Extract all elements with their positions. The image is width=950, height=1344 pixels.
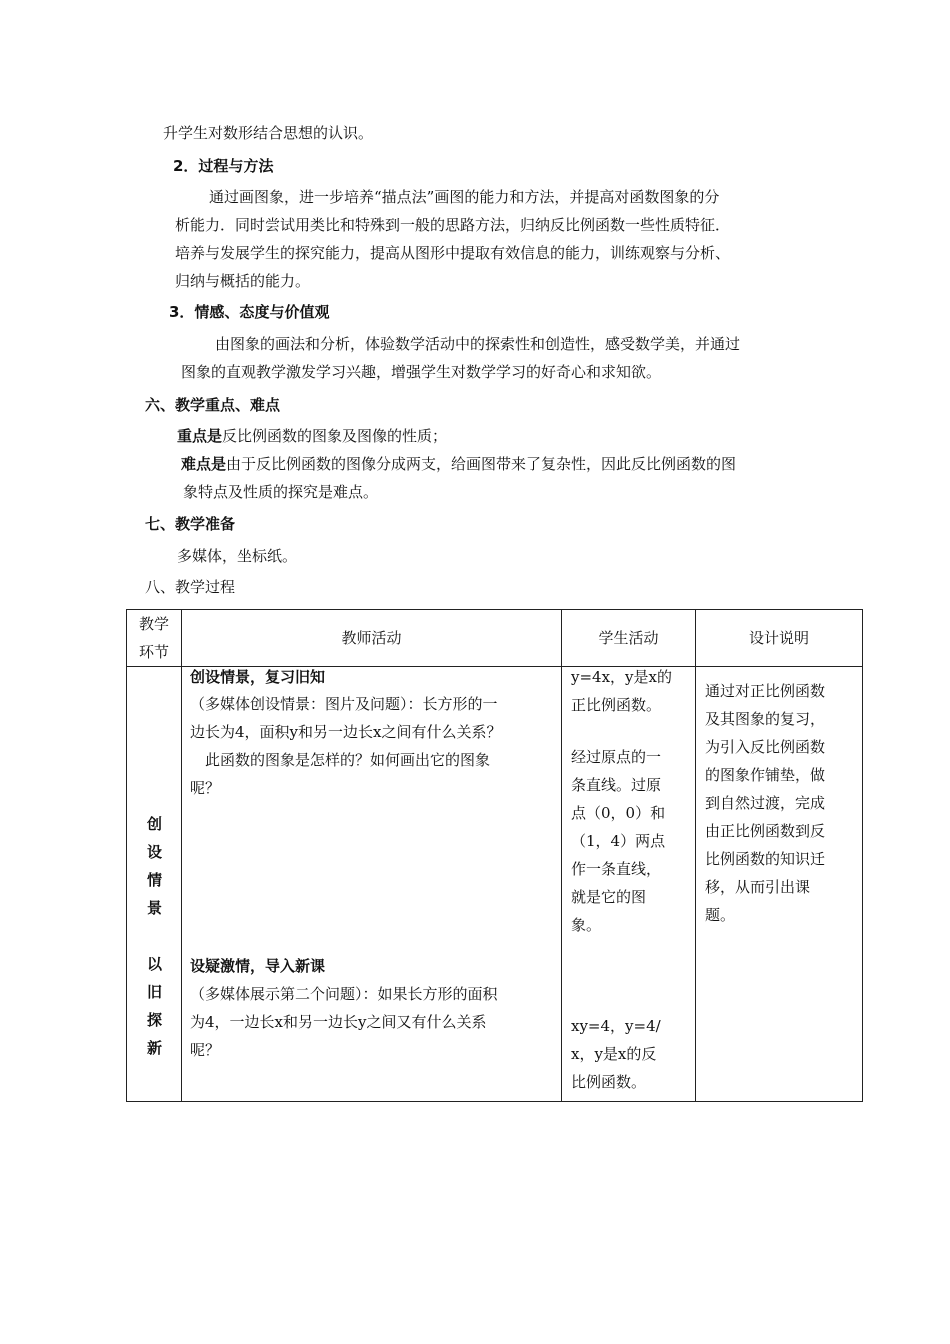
paragraph-line: 由图象的画法和分析，体验数学活动中的探索性和创造性，感受数学美，并通过: [215, 335, 741, 353]
stage-cell: 创 设 情 景 以 旧 探 新: [127, 667, 182, 1102]
difficulty-text: 由于反比例函数的图像分成两支，给画图带来了复杂性，因此反比例函数的图: [226, 455, 737, 473]
table-row: [127, 667, 863, 1102]
paragraph-line: 析能力．同时尝试用类比和特殊到一般的思路方法，归纳反比例函数一些性质特征．: [175, 216, 731, 234]
intro-line: 升学生对数形结合思想的认识。: [163, 124, 374, 142]
paragraph-line: 培养与发展学生的探究能力，提高从图形中提取有效信息的能力，训练观察与分析、: [175, 244, 731, 262]
table-header-row: [127, 610, 863, 667]
design-notes-cell: 通过对正比例函数 及其图象的复习， 为引入反比例函数 的图象作铺垫，做 到自然过渡，完成 由正比例函数到反 比例函数的知识迁 移，从而引出课 题。: [696, 667, 863, 1102]
student-activity-cell: y=4x，y是x的 正比例函数。 经过原点的一 条直线。过原 点（0，0）和 （1，4）两点 作一条直线， 就是它的图 象。 xy=4，y=4/ x，y是x的反 比例函数。: [562, 667, 696, 1102]
paragraph-line: 通过画图象，进一步培养“描点法”画图的能力和方法，并提高对函数图象的分: [209, 188, 720, 206]
difficulty-line-2: 象特点及性质的探究是难点。: [183, 483, 379, 501]
header-teacher: 教师活动: [182, 610, 562, 667]
header-design: 设计说明: [696, 610, 863, 667]
teacher-title-2: 设疑激情，导入新课: [190, 957, 326, 975]
key-point-label: 重点是: [177, 427, 223, 445]
section-heading-6: 六、教学重点、难点: [145, 396, 281, 414]
difficulty-line: [181, 454, 736, 474]
header-student: 学生活动: [562, 610, 696, 667]
paragraph-line: 图象的直观教学激发学习兴趣，增强学生对数学学习的好奇心和求知欲。: [181, 363, 662, 381]
paragraph-line: 归纳与概括的能力。: [175, 272, 311, 290]
section-heading-process: 2．过程与方法: [173, 157, 274, 175]
header-stage: 教学 环节: [127, 610, 182, 667]
section-heading-7: 七、教学准备: [145, 515, 236, 533]
difficulty-label: 难点是: [181, 455, 227, 473]
preparation-text: 多媒体，坐标纸。: [177, 547, 298, 565]
section-heading-8: 八、教学过程: [145, 578, 236, 596]
key-point-line: [177, 426, 447, 446]
teacher-activity-cell: 创设情景，复习旧知 （多媒体创设情景：图片及问题）：长方形的一 边长为4，面积y和另一边长x之间有什么关系？ 此函数的图象是怎样的？如何画出它的图象 呢？ 设疑激情，导入新课 （多媒体展示第二个问题）：如果长方形的面积 为4，一边长x和另一边长y之间又有什么关系 呢？: [182, 667, 562, 1102]
section-heading-attitude: 3．情感、态度与价值观: [169, 303, 330, 321]
teacher-title-1: 创设情景，复习旧知: [190, 668, 326, 686]
lesson-table: [126, 609, 863, 1102]
key-point-text: 反比例函数的图象及图像的性质；: [222, 427, 448, 445]
